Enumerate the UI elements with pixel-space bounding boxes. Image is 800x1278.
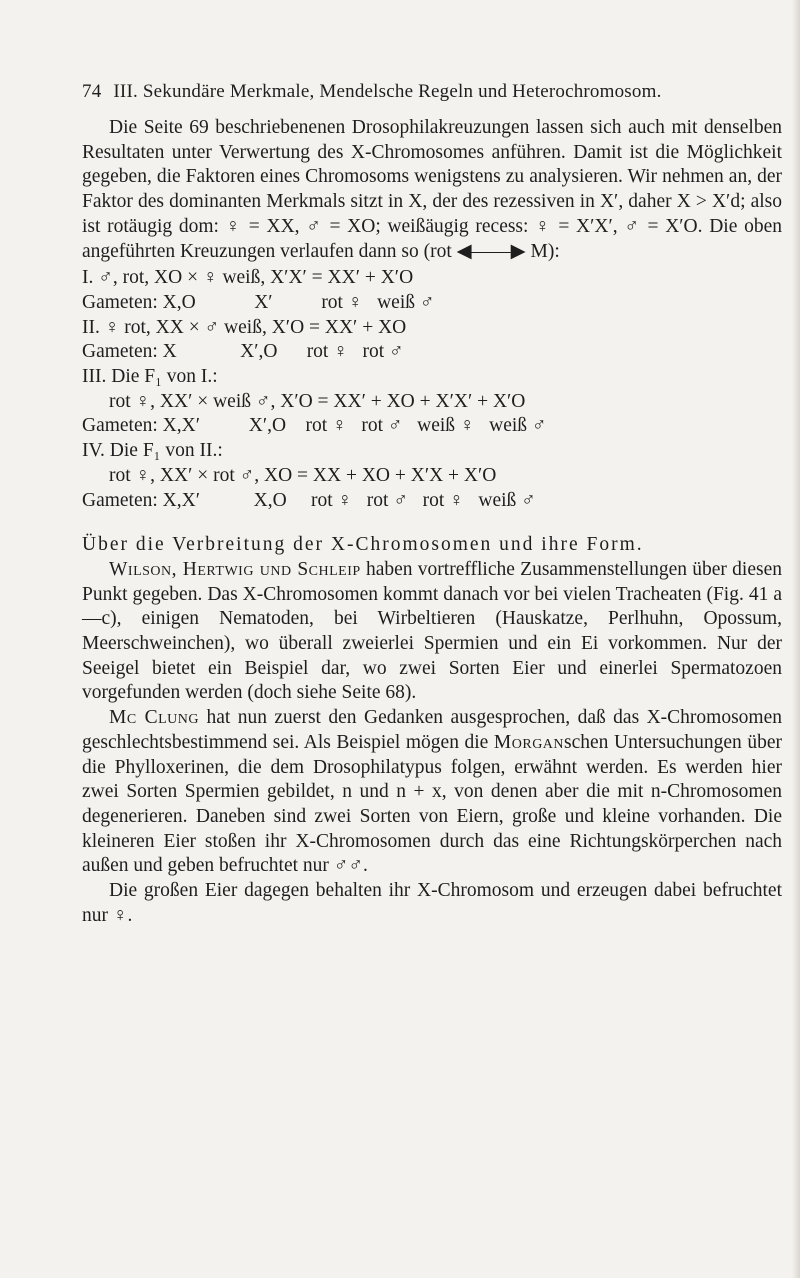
running-header xyxy=(82,78,782,106)
cross-scheme xyxy=(82,266,782,513)
paragraph-mcclung-text-a: hat nun zuerst den Gedanken ausgesprochen, daß das X-Chromosomen geschlechtsbestimmend sei. Als Beispiel mögen die xyxy=(82,707,782,753)
author-names: Wilson, Hertwig und Schleip xyxy=(109,558,361,580)
cross-line-2: II. ♀ rot, XX × ♂ weiß, X′O = XX′ + XO xyxy=(82,316,407,338)
cross-line-4: rot ♀, XX′ × rot ♂, XO = XX + XO + X′X + X′O xyxy=(109,464,497,486)
paragraph-mcclung xyxy=(82,706,782,879)
page-edge-shadow xyxy=(792,0,800,1278)
page-number: 74 xyxy=(82,81,102,102)
gametes-line-1: Gameten: X,O X′ rot ♀ weiß ♂ xyxy=(82,291,435,313)
author-mcclung: Mc Clung xyxy=(109,707,200,729)
gametes-line-3: Gameten: X,X′ X′,O rot ♀ rot ♂ weiß ♀ weiß ♂ xyxy=(82,415,547,437)
author-morgan: Morgan xyxy=(493,731,565,753)
running-title: III. Sekundäre Merkmale, Mendelsche Regeln und Heterochromosom. xyxy=(113,81,662,102)
paragraph-distribution-text: haben vortreffliche Zusammenstellungen über diesen Punkt gegeben. Das X-Chromosomen kommt danach vor bei vielen Tracheaten (Fig. 41 a—c), einigen Nematoden, bei Wirbeltieren (Hauskatze, Perlhuhn, Opossum, Meerschweinchen), wo überall zweierlei Spermien und ein Ei vorkommen. Nur der Seeigel bietet ein Beispiel dar, wo zwei Sorten Eier und einerlei Spermatozoen vorgefunden werden (doch siehe Seite 68). xyxy=(82,558,782,704)
paragraph-distribution xyxy=(82,558,782,706)
cross-line-4-heading: IV. Die F₁ von II.: xyxy=(82,440,223,462)
gametes-line-2: Gameten: X X′,O rot ♀ rot ♂ xyxy=(82,341,404,363)
cross-line-3-heading: III. Die F₁ von I.: xyxy=(82,366,218,388)
paragraph-large-eggs: Die großen Eier dagegen behalten ihr X-Chromosom und erzeugen dabei befruchtet nur ♀. xyxy=(82,880,782,926)
cross-line-1: I. ♂, rot, XO × ♀ weiß, X′X′ = XX′ + X′O xyxy=(82,267,414,289)
paragraph-intro: Die Seite 69 beschriebenenen Drosophilakreuzungen lassen sich auch mit denselben Resultaten unter Verwertung des X-Chromosomes anführen. Damit ist die Möglichkeit gegeben, die Faktoren eines Chromosoms wenigstens zu analysieren. Wir nehmen an, der Faktor des dominanten Merkmals sitzt in X, der des rezessiven in X′, daher X > X′d; also ist rotäugig dom: ♀ = XX, ♂ = XO; weißäugig recess: ♀ = X′X′, ♂ = X′O. Die oben angeführten Kreuzungen verlaufen dann so (rot ◀——▶ M): xyxy=(82,117,782,262)
paragraph-mcclung-text-b: schen Untersuchungen über die Phylloxerinen, die dem Drosophilatypus folgen, erwähnt werden. Es werden hier zwei Sorten Spermien gebildet, n und n + x, von denen aber die mit n-Chromosomen degenerieren. Daneben sind zwei Sorten von Eiern, große und kleine vorhanden. Die kleineren Eier stoßen ihr X-Chromosomen durch das eine Richtungskörperchen nach außen und geben befruchtet nur ♂♂. xyxy=(82,731,782,877)
section-heading: Über die Verbreitung der X-Chromosomen und ihre Form. xyxy=(82,534,644,556)
book-page xyxy=(82,78,782,929)
gametes-line-4: Gameten: X,X′ X,O rot ♀ rot ♂ rot ♀ weiß ♂ xyxy=(82,489,536,511)
cross-line-3: rot ♀, XX′ × weiß ♂, X′O = XX′ + XO + X′X′ + X′O xyxy=(109,390,526,412)
